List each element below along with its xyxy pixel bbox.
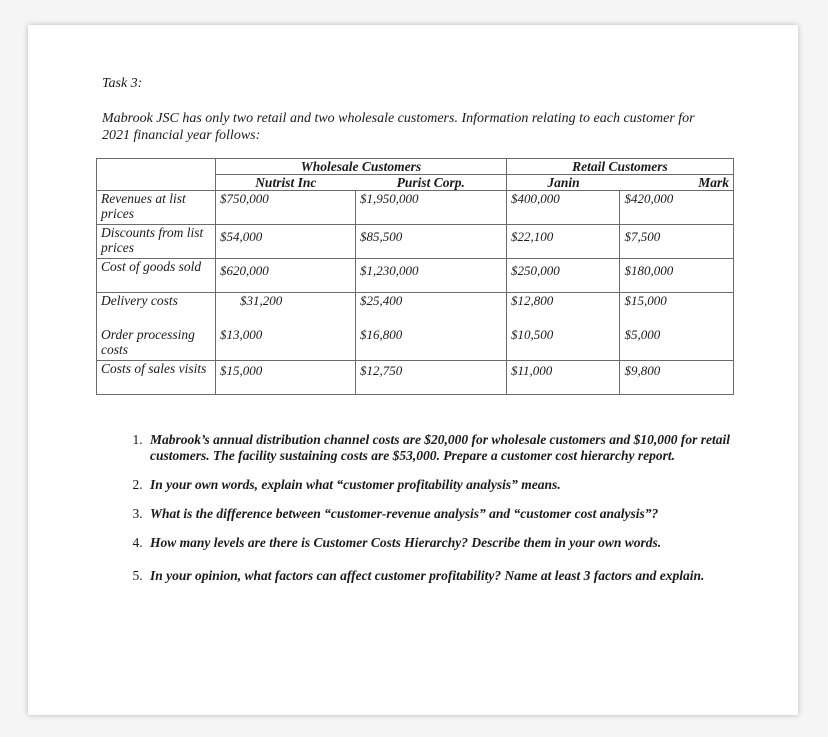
wholesale-header: Wholesale Customers	[216, 159, 507, 175]
table-cell: $15,000	[620, 293, 734, 327]
table-cell: $180,000	[620, 259, 734, 293]
table-group-header-row	[97, 159, 734, 175]
table-row	[97, 361, 734, 395]
table-cell: $420,000	[620, 191, 734, 225]
question-item: 3. What is the difference between “customer-revenue analysis” and “customer cost analysis”?	[146, 506, 746, 522]
question-list	[118, 432, 746, 584]
retail-header: Retail Customers	[506, 159, 733, 175]
intro-paragraph: Mabrook JSC has only two retail and two wholesale customers. Information relating to each customer for 2021 financial year follows:	[102, 111, 695, 143]
table-row	[97, 225, 734, 259]
table-cell: $12,800	[506, 293, 620, 327]
customer-header: Janin	[506, 175, 620, 191]
table-cell: $1,230,000	[356, 259, 507, 293]
table-cell: $16,800	[356, 327, 507, 361]
table-cell: $10,500	[506, 327, 620, 361]
table-cell: $11,000	[506, 361, 620, 395]
table-cell: $400,000	[506, 191, 620, 225]
customer-header: Nutrist Inc	[216, 175, 356, 191]
table-row	[97, 327, 734, 361]
table-row	[97, 259, 734, 293]
table-cell: $25,400	[356, 293, 507, 327]
table-cell: $5,000	[620, 327, 734, 361]
table-cell: $22,100	[506, 225, 620, 259]
table-cell: $1,950,000	[356, 191, 507, 225]
table-cell: $250,000	[506, 259, 620, 293]
question-item: 1. Mabrook’s annual distribution channel costs are $20,000 for wholesale customers and $10,000 for retail customers. The facility sustaining costs are $53,000. Prepare a customer cost hierarchy report.	[146, 432, 746, 464]
question-item: 5. In your opinion, what factors can affect customer profitability? Name at least 3 factors and explain.	[146, 568, 746, 584]
row-label: Costs of sales visits	[97, 361, 216, 395]
table-cell: $15,000	[216, 361, 356, 395]
task-title: Task 3:	[102, 76, 143, 91]
table-row	[97, 191, 734, 225]
table-cell: $31,200	[216, 293, 356, 327]
table-corner-cell	[97, 159, 216, 175]
row-label: Order processing costs	[97, 327, 216, 361]
customer-data-table	[96, 158, 734, 395]
table-corner-cell	[97, 175, 216, 191]
question-item: 4. How many levels are there is Customer Costs Hierarchy? Describe them in your own words.	[146, 535, 746, 551]
table-cell: $9,800	[620, 361, 734, 395]
table-cell: $54,000	[216, 225, 356, 259]
row-label: Delivery costs	[97, 293, 216, 327]
row-label: Cost of goods sold	[97, 259, 216, 293]
customer-header: Purist Corp.	[356, 175, 507, 191]
table-cell: $620,000	[216, 259, 356, 293]
table-customer-header-row	[97, 175, 734, 191]
table-cell: $13,000	[216, 327, 356, 361]
table-row	[97, 293, 734, 327]
customer-header: Mark	[620, 175, 734, 191]
table-cell: $12,750	[356, 361, 507, 395]
row-label: Revenues at list prices	[97, 191, 216, 225]
row-label: Discounts from list prices	[97, 225, 216, 259]
table-cell: $750,000	[216, 191, 356, 225]
question-item: 2. In your own words, explain what “customer profitability analysis” means.	[146, 477, 746, 493]
table-cell: $7,500	[620, 225, 734, 259]
table-cell: $85,500	[356, 225, 507, 259]
